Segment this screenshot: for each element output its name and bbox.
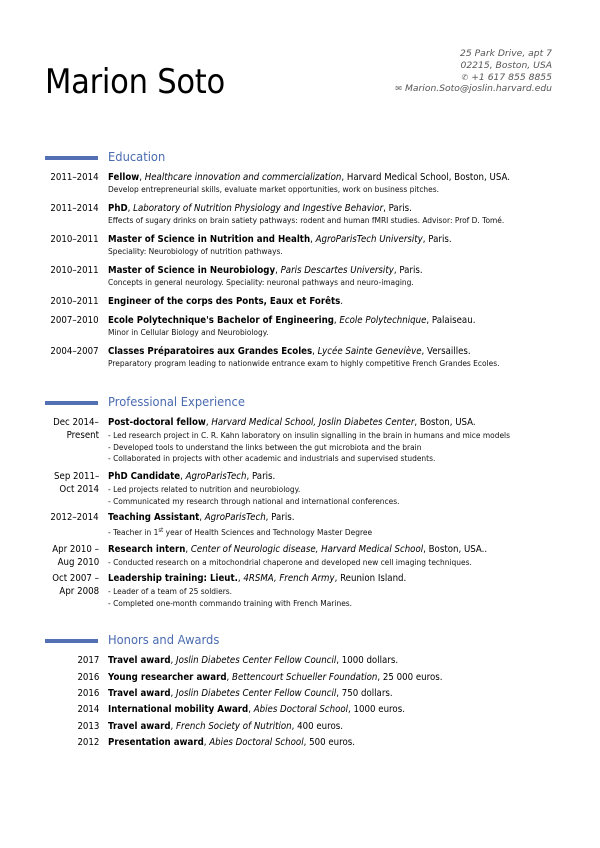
entry-start-date: Oct 2007 – [52, 573, 99, 584]
experience-section [0, 394, 600, 412]
entry-bullet: - Developed tools to understand the links between the gut microbiota and the brain [108, 441, 422, 452]
award-year: 2014 [77, 704, 99, 715]
entry-description: Minor in Cellular Biology and Neurobiology. [108, 327, 269, 337]
entry-title: Engineer of the corps des Ponts, Eaux et Forêts [108, 296, 341, 307]
entry-bullet: - Completed one-month commando training with French Marines. [108, 597, 353, 608]
entry-date: 2007–2010 [50, 315, 99, 326]
entry-title: Master of Science in Nutrition and Health [108, 234, 311, 245]
entry-location: , Palaiseau. [426, 315, 476, 326]
entry-description: Concepts in general neurology. Speciality: neuronal pathways and neuro-imaging. [108, 277, 414, 287]
section-title: Education [108, 149, 166, 164]
award-title: Travel award [108, 721, 171, 732]
entry-institution: Harvard Medical School, Joslin Diabetes Center [211, 417, 415, 428]
entry-description: Effects of sugary drinks on brain satiety pathways: rodent and human fMRI studies. Advisor: Prof D. Tomé. [108, 215, 505, 225]
award-year: 2012 [77, 737, 99, 748]
award-year: 2016 [77, 672, 99, 683]
award-title: Travel award [108, 688, 171, 699]
entry-location: , Paris. [246, 471, 276, 482]
award-title: Young researcher award [108, 672, 227, 683]
honors-section [0, 632, 600, 650]
entry-date: 2011–2014 [50, 172, 99, 183]
entry-date: 2010–2011 [50, 234, 99, 245]
entry-date: 2010–2011 [50, 296, 99, 307]
award-title: International mobility Award [108, 704, 249, 715]
entry-location: , Paris. [383, 203, 412, 214]
entry-bullet: - Teacher in 1st year of Health Sciences and Technology Master Degree [108, 527, 373, 537]
entry-bullet: - Conducted research on a mitochondrial chaperone and developed new cell imaging techniques. [108, 557, 472, 567]
entry-description: Preparatory program leading to nationwide entrance exam to highly competitive French Grandes Ecoles. [108, 358, 500, 368]
entry-bullet: - Leader of a team of 25 soldiers. [108, 586, 233, 596]
entry-date: 2011–2014 [50, 203, 99, 214]
candidate-name: Marion Soto [45, 62, 225, 102]
award-amount: , 500 euros. [303, 737, 356, 748]
phone-icon: ✆ [461, 72, 469, 82]
section-bar [45, 639, 98, 643]
award-amount: , 25 000 euros. [377, 672, 443, 683]
entry-title: Ecole Polytechnique's Bachelor of Engineering [108, 315, 334, 326]
entry-title: PhD [108, 203, 128, 214]
award-year: 2016 [77, 688, 99, 699]
entry-location: , Paris. [393, 265, 423, 276]
award-amount: , 1000 dollars. [336, 655, 399, 666]
entry-date: 2010–2011 [50, 265, 99, 276]
award-amount: , 750 dollars. [336, 688, 393, 699]
entry-institution: AgroParisTech [185, 471, 247, 482]
award-organization: French Society of Nutrition [176, 721, 292, 732]
award-amount: , 400 euros. [291, 721, 344, 732]
entry-bullet: - Led research project in C. R. Kahn laboratory on insulin signalling in the brain in humans and mice models [108, 430, 511, 440]
section-header [0, 149, 600, 167]
entry-location: . [340, 296, 343, 307]
section-header [0, 632, 600, 650]
section-title: Professional Experience [108, 394, 245, 409]
entry-title: Fellow [108, 172, 140, 183]
entry-institution: Lycée Sainte Geneviève [317, 346, 422, 357]
phone-line [395, 72, 552, 84]
entry-institution: Paris Descartes University [280, 265, 394, 276]
award-year: 2013 [77, 721, 99, 732]
section-bar [45, 401, 98, 405]
education-section [0, 149, 600, 167]
entry-institution: AgroParisTech University [315, 234, 423, 245]
entry-institution: 4RSMA, French Army [243, 573, 335, 584]
entry-end-date: Oct 2014 [59, 484, 99, 495]
entry-location: , Paris. [422, 234, 452, 245]
award-amount: , 1000 euros. [348, 704, 405, 715]
entry-end-date: Aug 2010 [57, 557, 99, 568]
award-organization: Bettencourt Schueller Foundation [232, 672, 378, 683]
section-bar [45, 156, 98, 160]
entry-institution: Ecole Polytechnique [339, 315, 427, 326]
award-organization: Abies Doctoral School [253, 704, 349, 715]
entry-start-date: Apr 2010 – [52, 544, 99, 555]
entry-bullet: - Communicated my research through national and international conferences. [108, 495, 400, 506]
entry-description: Speciality: Neurobiology of nutrition pathways. [108, 246, 283, 256]
entry-location: , Reunion Island. [334, 573, 407, 584]
award-organization: Joslin Diabetes Center Fellow Council [176, 688, 337, 699]
entry-location: , Paris. [265, 512, 295, 523]
entry-institution: Laboratory of Nutrition Physiology and Ingestive Behavior [133, 203, 384, 214]
entry-institution: Center of Neurologic disease, Harvard Medical School [190, 544, 424, 555]
award-organization: Joslin Diabetes Center Fellow Council [176, 655, 337, 666]
award-title: Presentation award [108, 737, 204, 748]
entry-title: Master of Science in Neurobiology [108, 265, 276, 276]
email-link[interactable]: Marion.Soto@joslin.harvard.edu [404, 83, 552, 95]
entry-date: 2012–2014 [50, 512, 99, 523]
phone-number: +1 617 855 8855 [471, 71, 552, 83]
entry-institution: AgroParisTech [204, 512, 266, 523]
entry-bullet: - Collaborated in projects with other academic and industrials and supervised students. [108, 453, 436, 463]
address-line-2: 02215, Boston, USA [460, 59, 552, 71]
entry-location: , Harvard Medical School, Boston, USA. [341, 172, 510, 183]
entry-location: , Boston, USA. [414, 417, 476, 428]
entry-title: Classes Préparatoires aux Grandes Ecoles [108, 346, 313, 357]
cv-page: Marion Soto 25 Park Drive, apt 7 02215, Boston, USA ✆ +1 617 855 8855 ✉ Marion.Soto@joslin.harvard.edu Education 2011–2014 Fellow, Healthcare innovation and commercialization, Harvard Medical School, Boston, USA. Develop entrepreneurial skills, evaluate market opportunities, work on business pitches. 2011–2014 PhD, Laboratory of Nutrition Physiology and Ingestive Behavior, Paris. Effects of sugary drinks on brain satiety pathways: rodent and human fMRI studies. Advisor: Prof D. Tomé. 2010–2011 Master of Science in Nutrition and Health, AgroParisTech University, Paris. Speciality: Neurobiology of nutrition pathways. 2010–2011 Master of Science in Neurobiology, Paris Descartes University, Paris. Concepts in general neurology. Speciality: neuronal pathways and neuro-imaging. 2010–2011 Engineer of the corps des Ponts, Eaux et Forêts. 2007–2010 Ecole Polytechnique's Bachelor of Engineering, Ecole Polytechnique, Palaiseau. Minor in Cellular Biology and Neurobiology. 2004–2007 Classes Préparatoires aux Grandes Ecoles, Lycée Sainte Geneviève, Versailles. Preparatory program leading to nationwide entrance exam to highly competitive French Grandes Ecoles. Professional Experience Dec 2014– Present Post-doctoral fellow, Harvard Medical School, Joslin Diabetes Center, Boston, USA. - Led research project in C. R. Kahn laboratory on insulin signalling in the brain in humans and mice models - Developed tools to understand the links between the gut microbiota and the brain - Collaborated in projects with other academic and industrials and supervised students. Sep 2011– Oct 2014 PhD Candidate, AgroParisTech, Paris. - Led projects related to nutrition and neurobiology. - Communicated my research through national and international conferences. 2012–2014 Teaching Assistant, AgroParisTech, Paris. - Teacher in 1st year of Health Sciences and Technology Master Degree Apr 2010 – Aug 2010 Research intern, Center of Neurologic disease, Harvard Medical School, Boston, USA.. - Conducted research on a mitochondrial chaperone and developed new cell imaging techniques. Oct 2007 – Apr 2008 Leadership training: Lieut., 4RSMA, French Army, Reunion Island. - Leader of a team of 25 soldiers. - Completed one-month commando training with French Marines. Honors and Awards 2017 Travel award, Joslin Diabetes Center Fellow Council, 1000 dollars. 2016 Young researcher award, Bettencourt Schueller Foundation, 25 000 euros. 2016 Travel award, Joslin Diabetes Center Fellow Council, 750 dollars. 2014 International mobility Award, Abies Doctoral School, 1000 euros. 2013 Travel award, French Society of Nutrition, 400 euros. 2012 Presentation award, Abies Doctoral School, 500 euros. [0, 0, 600, 848]
award-organization: Abies Doctoral School [209, 737, 304, 748]
email-line[interactable] [395, 83, 552, 95]
address-line-1: 25 Park Drive, apt 7 [460, 48, 552, 59]
entry-bullet: - Led projects related to nutrition and neurobiology. [108, 484, 301, 494]
entry-title: Research intern [108, 544, 186, 555]
entry-date: 2004–2007 [50, 346, 99, 357]
entry-institution: Healthcare innovation and commercialization [144, 172, 342, 183]
entry-title: PhD Candidate [108, 471, 181, 482]
entry-end-date: Present [66, 430, 99, 441]
section-header [0, 394, 600, 412]
entry-title: Leadership training: Lieut. [108, 573, 238, 584]
envelope-icon: ✉ [395, 84, 402, 94]
entry-title: Teaching Assistant [108, 512, 200, 523]
section-title: Honors and Awards [108, 632, 220, 647]
entry-title: Post-doctoral fellow [108, 417, 206, 428]
entry-location: , Boston, USA.. [423, 544, 488, 555]
award-title: Travel award [108, 655, 171, 666]
award-year: 2017 [77, 655, 99, 666]
entry-description: Develop entrepreneurial skills, evaluate market opportunities, work on business pitches. [108, 184, 440, 194]
entry-end-date: Apr 2008 [59, 586, 99, 597]
entry-start-date: Sep 2011– [53, 471, 99, 482]
entry-location: , Versailles. [421, 346, 471, 357]
contact-block [395, 48, 552, 95]
entry-start-date: Dec 2014– [53, 417, 99, 428]
